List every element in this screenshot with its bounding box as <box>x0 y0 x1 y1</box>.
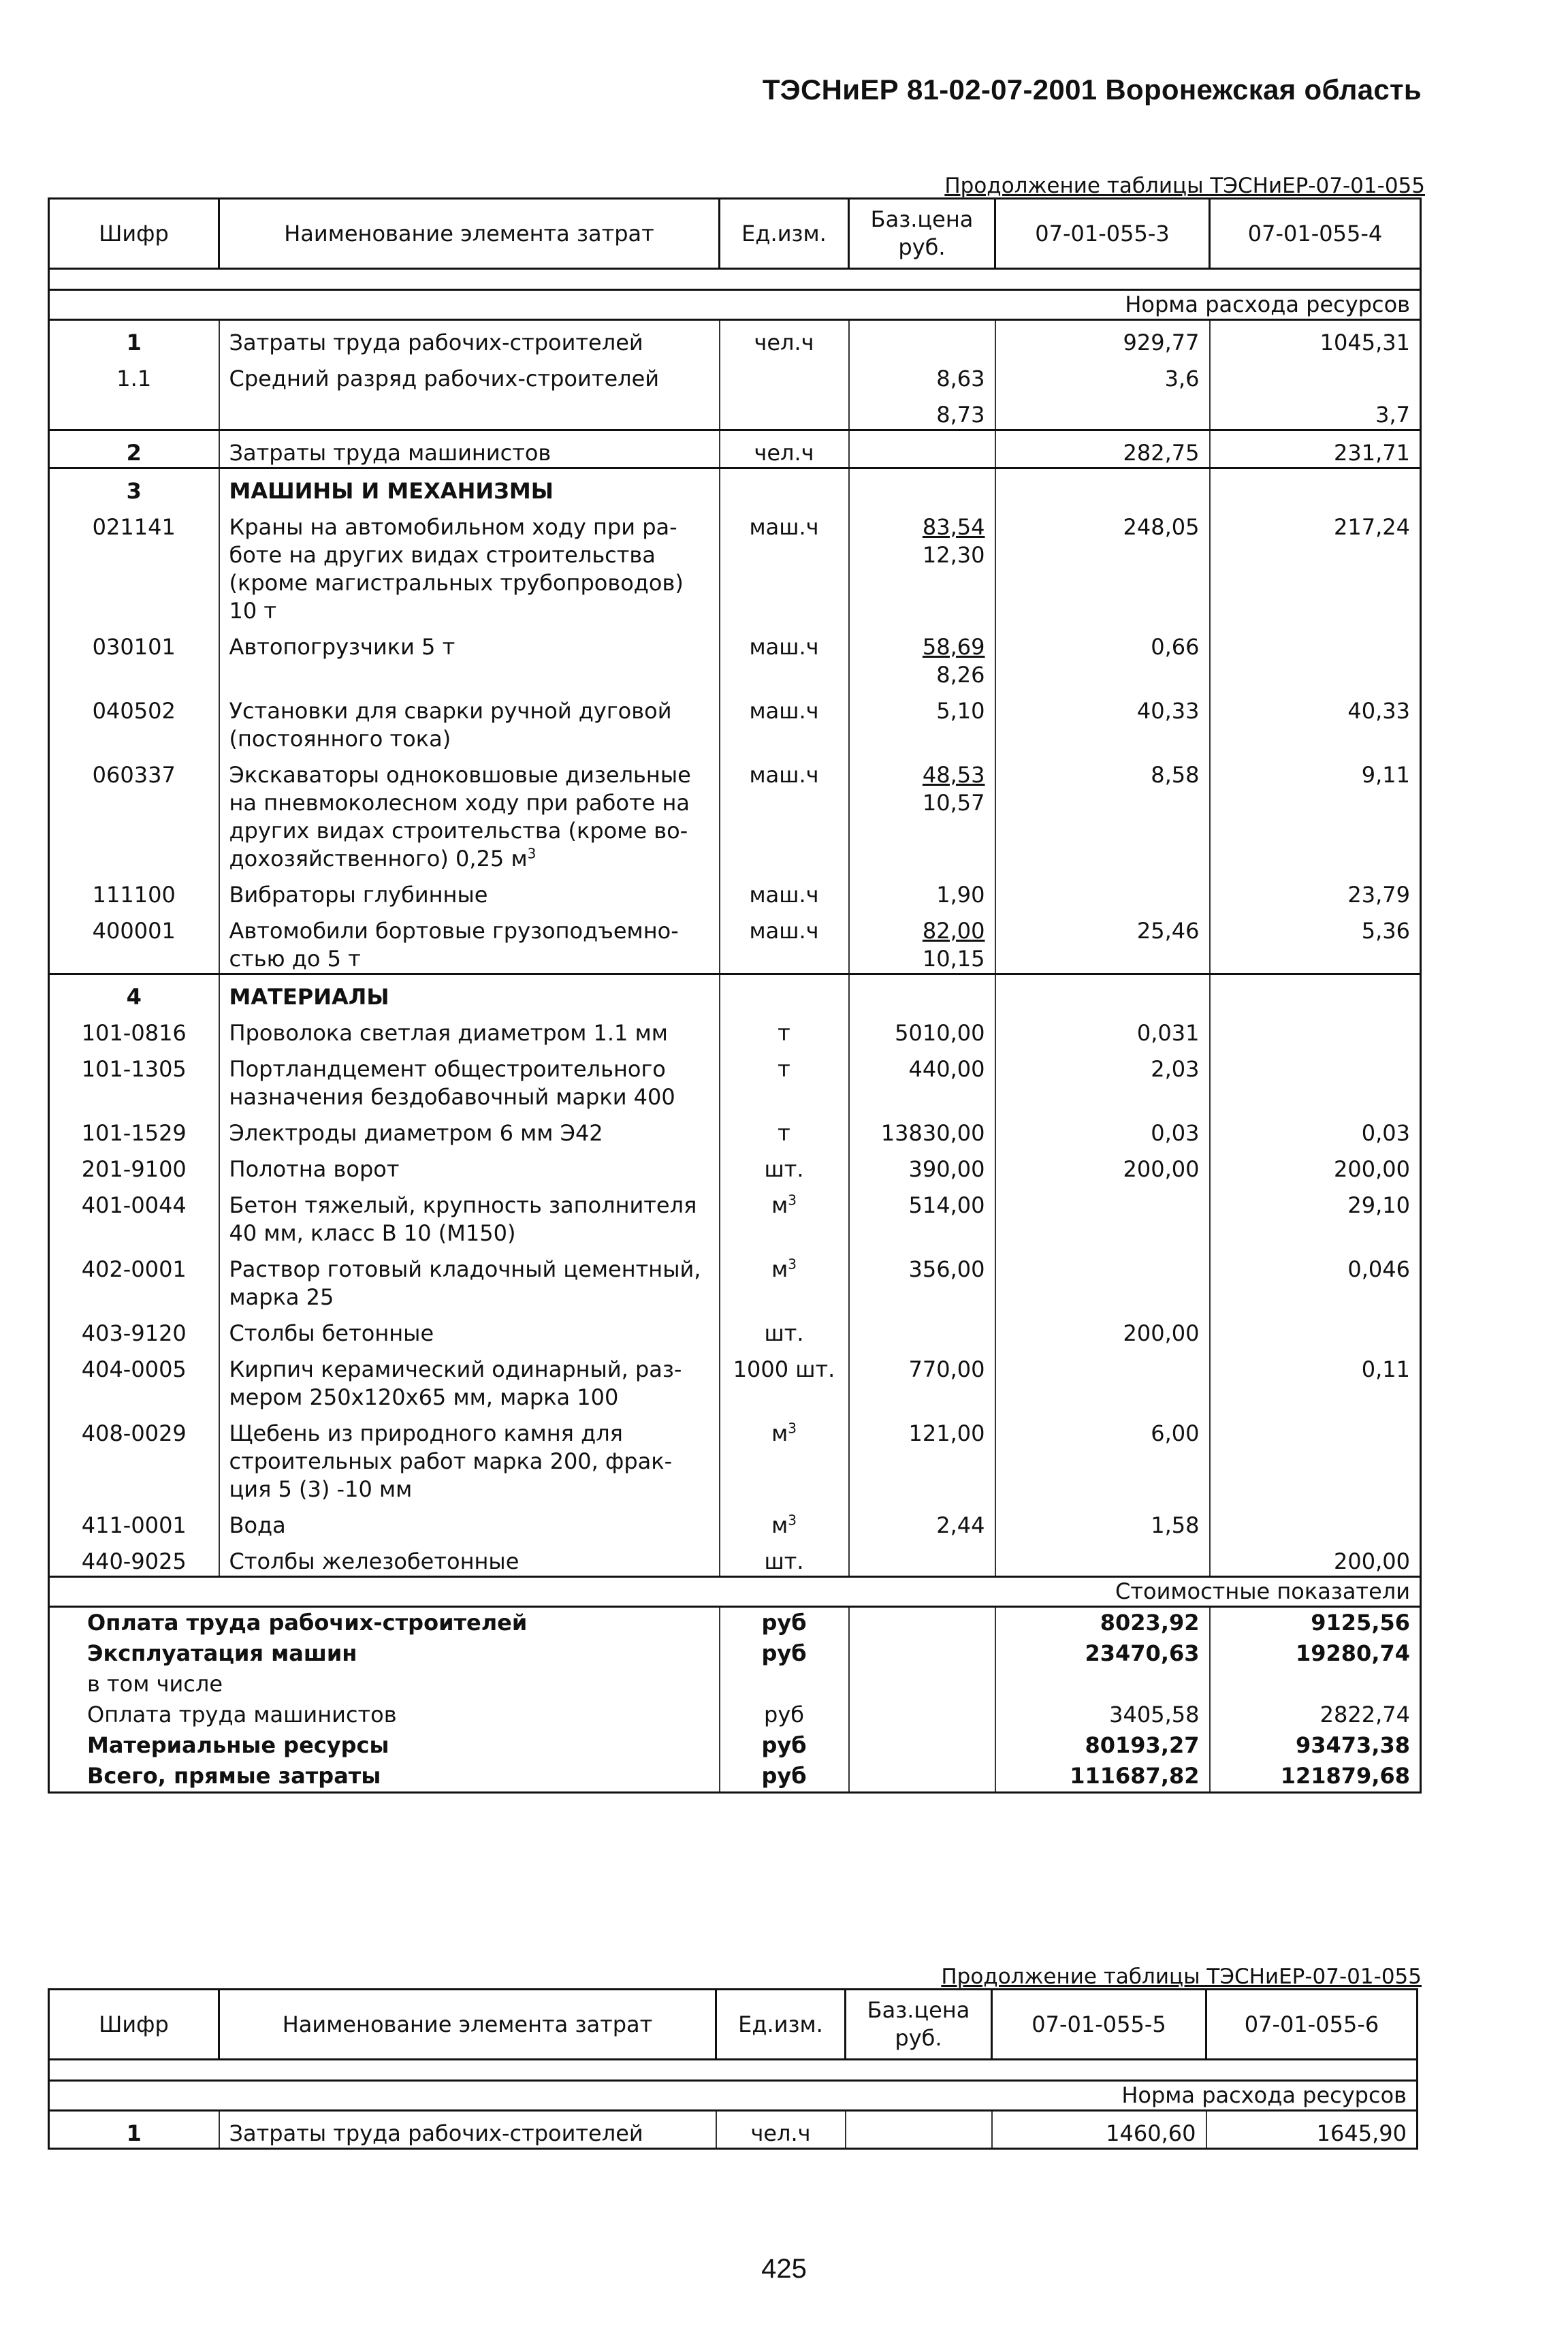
summary-value-b <box>1210 1669 1421 1700</box>
row-price <box>846 2111 992 2149</box>
row-code: 101-0816 <box>49 1011 219 1047</box>
row-code: 111100 <box>49 873 219 909</box>
row-code: 021141 <box>49 505 219 625</box>
row-value-a: 1460,60 <box>992 2111 1206 2149</box>
row-unit <box>720 974 849 1012</box>
table-row <box>49 873 1421 909</box>
row-unit: т <box>720 1111 849 1147</box>
superscript: 3 <box>788 1192 797 1209</box>
row-code: 411-0001 <box>49 1503 219 1540</box>
summary-value-a: 8023,92 <box>995 1607 1210 1639</box>
price-value: 8,73 <box>936 402 985 428</box>
summary-value-a <box>995 1669 1210 1700</box>
table-row <box>49 1311 1421 1348</box>
row-code: 1 <box>49 2111 219 2149</box>
row-value-a: 2,03 <box>995 1047 1210 1111</box>
row-price <box>849 1011 995 1047</box>
row-value-b: 29,10 <box>1210 1183 1421 1247</box>
row-unit: маш.ч <box>720 873 849 909</box>
row-value-b <box>1210 1503 1421 1540</box>
price-value-alt: 10,15 <box>922 946 985 972</box>
row-price <box>849 753 995 873</box>
row-name: Кирпич керамический одинарный, раз-мером 250х120х65 мм, марка 100 <box>219 1348 720 1412</box>
table-row <box>49 909 1421 974</box>
row-price <box>849 1540 995 1577</box>
spacer-row <box>49 2060 1418 2081</box>
table-caption-2: Продолжение таблицы ТЭСНиЕР-07-01-055 <box>941 1964 1422 1989</box>
summary-value-a: 80193,27 <box>995 1730 1210 1761</box>
table-row <box>49 1011 1421 1047</box>
page-number: 425 <box>761 2254 807 2284</box>
cost-blank <box>49 1577 995 1607</box>
row-value-b: 200,00 <box>1210 1147 1421 1183</box>
row-value-a <box>995 1348 1210 1412</box>
row-price <box>849 393 995 430</box>
row-price <box>849 320 995 357</box>
price-value-alt: 12,30 <box>922 542 985 568</box>
row-name: Щебень из природного камня для строительных работ марка 200, фрак-ция 5 (3) -10 мм <box>219 1412 720 1503</box>
row-price <box>849 1147 995 1183</box>
row-code: 404-0005 <box>49 1348 219 1412</box>
row-unit <box>720 393 849 430</box>
row-value-a: 200,00 <box>995 1147 1210 1183</box>
row-value-b <box>1210 625 1421 689</box>
row-value-b <box>1210 1047 1421 1111</box>
row-unit: маш.ч <box>720 505 849 625</box>
row-name: Столбы бетонные <box>219 1311 720 1348</box>
row-unit: $м^3$ <box>720 1247 849 1311</box>
row-value-a: 248,05 <box>995 505 1210 625</box>
col-header-code-a: 07-01-055-3 <box>995 199 1210 269</box>
row-value-a <box>995 393 1210 430</box>
row-value-a <box>995 1183 1210 1247</box>
table-row <box>49 689 1421 753</box>
table-row <box>49 320 1421 357</box>
row-unit: маш.ч <box>720 625 849 689</box>
row-name: Электроды диаметром 6 мм Э42 <box>219 1111 720 1147</box>
summary-blank <box>849 1761 995 1793</box>
row-value-b: 1645,90 <box>1206 2111 1418 2149</box>
table-row <box>49 505 1421 625</box>
row-name: Автомобили бортовые грузоподъемно-стью до 5 т <box>219 909 720 974</box>
resource-table-2 <box>48 1988 1416 2150</box>
row-price <box>849 468 995 506</box>
summary-blank <box>849 1607 995 1639</box>
document-header: ТЭСНиЕР 81-02-07-2001 Воронежская область <box>762 74 1422 106</box>
table-row <box>49 430 1421 468</box>
row-value-a: 6,00 <box>995 1412 1210 1503</box>
price-value: 5010,00 <box>895 1020 985 1046</box>
row-code: 101-1529 <box>49 1111 219 1147</box>
superscript: 3 <box>527 845 537 862</box>
row-value-b <box>1210 468 1421 506</box>
row-name: Затраты труда рабочих-строителей <box>219 320 720 357</box>
summary-blank <box>849 1730 995 1761</box>
row-value-b: 200,00 <box>1210 1540 1421 1577</box>
summary-value-a: 23470,63 <box>995 1638 1210 1669</box>
price-value: 121,00 <box>908 1420 985 1446</box>
row-unit <box>720 468 849 506</box>
row-code: 402-0001 <box>49 1247 219 1311</box>
row-value-b: 231,71 <box>1210 430 1421 468</box>
summary-value-b: 121879,68 <box>1210 1761 1421 1793</box>
row-price <box>849 1412 995 1503</box>
col-header-code-a: 07-01-055-5 <box>992 1990 1206 2060</box>
row-price <box>849 1111 995 1147</box>
row-code: 030101 <box>49 625 219 689</box>
row-code: 4 <box>49 974 219 1012</box>
norm-blank <box>49 290 995 320</box>
row-price <box>849 1311 995 1348</box>
row-name: Экскаваторы одноковшовые дизельные на пневмоколесном ходу при работе на других видах строительства (кроме во-дохозяйственного) 0,25 $м^3$ <box>219 753 720 873</box>
price-value: 58,69 <box>922 634 985 660</box>
row-value-a: 1,58 <box>995 1503 1210 1540</box>
row-value-b: 0,046 <box>1210 1247 1421 1311</box>
row-unit: т <box>720 1011 849 1047</box>
row-name: МАТЕРИАЛЫ <box>219 974 720 1012</box>
table-row <box>49 1147 1421 1183</box>
row-unit: т <box>720 1047 849 1111</box>
row-code: 1 <box>49 320 219 357</box>
summary-row <box>49 1669 1421 1700</box>
table-row <box>49 1348 1421 1412</box>
row-name: Средний разряд рабочих-строителей <box>219 357 720 393</box>
row-value-b: 0,03 <box>1210 1111 1421 1147</box>
row-value-a <box>995 873 1210 909</box>
norm-label-row <box>49 290 1421 320</box>
col-header-name: Наименование элемента затрат <box>219 199 720 269</box>
row-unit: $м^3$ <box>720 1183 849 1247</box>
summary-blank <box>849 1669 995 1700</box>
row-value-b <box>1210 1412 1421 1503</box>
row-value-a <box>995 1540 1210 1577</box>
price-value: 2,44 <box>936 1512 985 1538</box>
row-value-b <box>1210 974 1421 1012</box>
row-unit: чел.ч <box>720 430 849 468</box>
row-name: Столбы железобетонные <box>219 1540 720 1577</box>
row-unit: маш.ч <box>720 909 849 974</box>
table-row <box>49 1503 1421 1540</box>
table-row <box>49 2111 1418 2149</box>
row-unit: шт. <box>720 1147 849 1183</box>
row-value-a: 0,66 <box>995 625 1210 689</box>
price-value: 1,90 <box>936 882 985 908</box>
table-row <box>49 1183 1421 1247</box>
summary-value-a: 111687,82 <box>995 1761 1210 1793</box>
table-row <box>49 1540 1421 1577</box>
col-header-code: Шифр <box>49 1990 219 2060</box>
row-unit: $м^3$ <box>720 1503 849 1540</box>
summary-unit: руб <box>720 1638 849 1669</box>
col-header-unit: Ед.изм. <box>716 1990 846 2060</box>
row-value-a: 929,77 <box>995 320 1210 357</box>
row-price <box>849 430 995 468</box>
row-value-b <box>1210 1311 1421 1348</box>
row-price <box>849 505 995 625</box>
row-unit: $м^3$ <box>720 1412 849 1503</box>
row-name: Полотна ворот <box>219 1147 720 1183</box>
row-code: 101-1305 <box>49 1047 219 1111</box>
price-value: 8,63 <box>936 366 985 392</box>
row-value-a: 40,33 <box>995 689 1210 753</box>
price-value: 5,10 <box>936 698 985 724</box>
header-row <box>49 1990 1418 2060</box>
row-value-b: 3,7 <box>1210 393 1421 430</box>
summary-row <box>49 1700 1421 1730</box>
row-name <box>219 393 720 430</box>
summary-label: в том числе <box>49 1669 720 1700</box>
row-name: Вода <box>219 1503 720 1540</box>
summary-unit: руб <box>720 1700 849 1730</box>
table-row <box>49 357 1421 393</box>
table-row <box>49 625 1421 689</box>
row-value-a <box>995 1247 1210 1311</box>
summary-row <box>49 1730 1421 1761</box>
resource-table-1 <box>48 197 1420 1794</box>
superscript: 3 <box>788 1420 797 1437</box>
table-row <box>49 974 1421 1012</box>
price-value-alt: 10,57 <box>922 790 985 816</box>
price-value: 390,00 <box>908 1156 985 1182</box>
price-value: 82,00 <box>922 918 985 944</box>
row-value-b: 40,33 <box>1210 689 1421 753</box>
row-name: Портландцемент общестроительного назначения бездобавочный марки 400 <box>219 1047 720 1111</box>
row-value-b: 217,24 <box>1210 505 1421 625</box>
row-code: 401-0044 <box>49 1183 219 1247</box>
row-price <box>849 1183 995 1247</box>
row-code: 3 <box>49 468 219 506</box>
table-row <box>49 1047 1421 1111</box>
row-name: Затраты труда рабочих-строителей <box>219 2111 716 2149</box>
col-header-code-b: 07-01-055-6 <box>1206 1990 1418 2060</box>
row-price <box>849 625 995 689</box>
table-row <box>49 1247 1421 1311</box>
table-row <box>49 468 1421 506</box>
row-value-a <box>995 468 1210 506</box>
table-caption: Продолжение таблицы ТЭСНиЕР-07-01-055 <box>944 174 1425 198</box>
row-unit <box>720 357 849 393</box>
row-value-b: 23,79 <box>1210 873 1421 909</box>
summary-row <box>49 1607 1421 1639</box>
row-code: 060337 <box>49 753 219 873</box>
summary-label: Эксплуатация машин <box>49 1638 720 1669</box>
row-value-a: 0,031 <box>995 1011 1210 1047</box>
spacer-row <box>49 269 1421 290</box>
summary-unit: руб <box>720 1730 849 1761</box>
col-header-name: Наименование элемента затрат <box>219 1990 716 2060</box>
row-price <box>849 357 995 393</box>
row-value-a: 25,46 <box>995 909 1210 974</box>
row-price <box>849 1348 995 1412</box>
price-value: 13830,00 <box>880 1120 985 1146</box>
col-header-code: Шифр <box>49 199 219 269</box>
summary-label: Оплата труда машинистов <box>49 1700 720 1730</box>
row-price <box>849 974 995 1012</box>
row-value-a: 282,75 <box>995 430 1210 468</box>
price-value: 514,00 <box>908 1192 985 1218</box>
row-value-b: 0,11 <box>1210 1348 1421 1412</box>
row-price <box>849 1047 995 1111</box>
col-header-unit: Ед.изм. <box>720 199 849 269</box>
summary-label: Оплата труда рабочих-строителей <box>49 1607 720 1639</box>
row-name: Автопогрузчики 5 т <box>219 625 720 689</box>
row-name: МАШИНЫ И МЕХАНИЗМЫ <box>219 468 720 506</box>
spacer-cell <box>49 2060 1418 2081</box>
row-price <box>849 873 995 909</box>
norm-label-row <box>49 2081 1418 2111</box>
row-code: 201-9100 <box>49 1147 219 1183</box>
superscript: 3 <box>788 1512 797 1529</box>
col-header-code-b: 07-01-055-4 <box>1210 199 1421 269</box>
row-name: Вибраторы глубинные <box>219 873 720 909</box>
norm-label: Норма расхода ресурсов <box>995 290 1421 320</box>
summary-value-a: 3405,58 <box>995 1700 1210 1730</box>
cost-label-row <box>49 1577 1421 1607</box>
summary-unit <box>720 1669 849 1700</box>
superscript: 3 <box>788 1256 797 1273</box>
summary-value-b: 2822,74 <box>1210 1700 1421 1730</box>
summary-unit: руб <box>720 1761 849 1793</box>
price-value: 48,53 <box>922 762 985 788</box>
summary-unit: руб <box>720 1607 849 1639</box>
row-price <box>849 1247 995 1311</box>
row-value-a: 8,58 <box>995 753 1210 873</box>
row-value-a: 0,03 <box>995 1111 1210 1147</box>
row-unit: чел.ч <box>720 320 849 357</box>
row-value-a: 200,00 <box>995 1311 1210 1348</box>
norm-label: Норма расхода ресурсов <box>992 2081 1418 2111</box>
row-code: 440-9025 <box>49 1540 219 1577</box>
summary-value-b: 9125,56 <box>1210 1607 1421 1639</box>
summary-row <box>49 1638 1421 1669</box>
row-unit: маш.ч <box>720 689 849 753</box>
table-row <box>49 753 1421 873</box>
row-value-a <box>995 974 1210 1012</box>
row-value-b <box>1210 1011 1421 1047</box>
row-code: 403-9120 <box>49 1311 219 1348</box>
row-name: Бетон тяжелый, крупность заполнителя 40 мм, класс В 10 (М150) <box>219 1183 720 1247</box>
row-code: 408-0029 <box>49 1412 219 1503</box>
summary-blank <box>849 1700 995 1730</box>
summary-blank <box>849 1638 995 1669</box>
table-row <box>49 393 1421 430</box>
row-price <box>849 689 995 753</box>
summary-label: Материальные ресурсы <box>49 1730 720 1761</box>
price-value: 356,00 <box>908 1256 985 1282</box>
col-header-price: Баз.цена руб. <box>849 199 995 269</box>
row-value-b: 5,36 <box>1210 909 1421 974</box>
price-value: 770,00 <box>908 1356 985 1382</box>
row-name: Затраты труда машинистов <box>219 430 720 468</box>
row-name: Краны на автомобильном ходу при ра-боте на других видах строительства (кроме магистральных трубопроводов) 10 т <box>219 505 720 625</box>
price-value: 83,54 <box>922 514 985 540</box>
summary-label: Всего, прямые затраты <box>49 1761 720 1793</box>
row-code: 040502 <box>49 689 219 753</box>
row-price <box>849 1503 995 1540</box>
cost-label: Стоимостные показатели <box>995 1577 1421 1607</box>
row-code: 1.1 <box>49 357 219 393</box>
norm-blank <box>49 2081 992 2111</box>
summary-value-b: 93473,38 <box>1210 1730 1421 1761</box>
row-unit: шт. <box>720 1540 849 1577</box>
row-value-b <box>1210 357 1421 393</box>
table-row <box>49 1412 1421 1503</box>
col-header-price: Баз.цена руб. <box>846 1990 992 2060</box>
row-code <box>49 393 219 430</box>
row-unit: маш.ч <box>720 753 849 873</box>
row-unit: шт. <box>720 1311 849 1348</box>
row-value-b: 1045,31 <box>1210 320 1421 357</box>
row-code: 400001 <box>49 909 219 974</box>
header-row <box>49 199 1421 269</box>
spacer-cell <box>49 269 1421 290</box>
row-value-b: 9,11 <box>1210 753 1421 873</box>
summary-row <box>49 1761 1421 1793</box>
summary-value-b: 19280,74 <box>1210 1638 1421 1669</box>
price-value-alt: 8,26 <box>936 662 985 688</box>
row-name: Проволока светлая диаметром 1.1 мм <box>219 1011 720 1047</box>
row-unit: чел.ч <box>716 2111 846 2149</box>
price-value: 440,00 <box>908 1056 985 1082</box>
row-price <box>849 909 995 974</box>
row-name: Установки для сварки ручной дуговой (постоянного тока) <box>219 689 720 753</box>
row-value-a: 3,6 <box>995 357 1210 393</box>
row-name: Раствор готовый кладочный цементный, марка 25 <box>219 1247 720 1311</box>
table-row <box>49 1111 1421 1147</box>
row-code: 2 <box>49 430 219 468</box>
row-unit: 1000 шт. <box>720 1348 849 1412</box>
